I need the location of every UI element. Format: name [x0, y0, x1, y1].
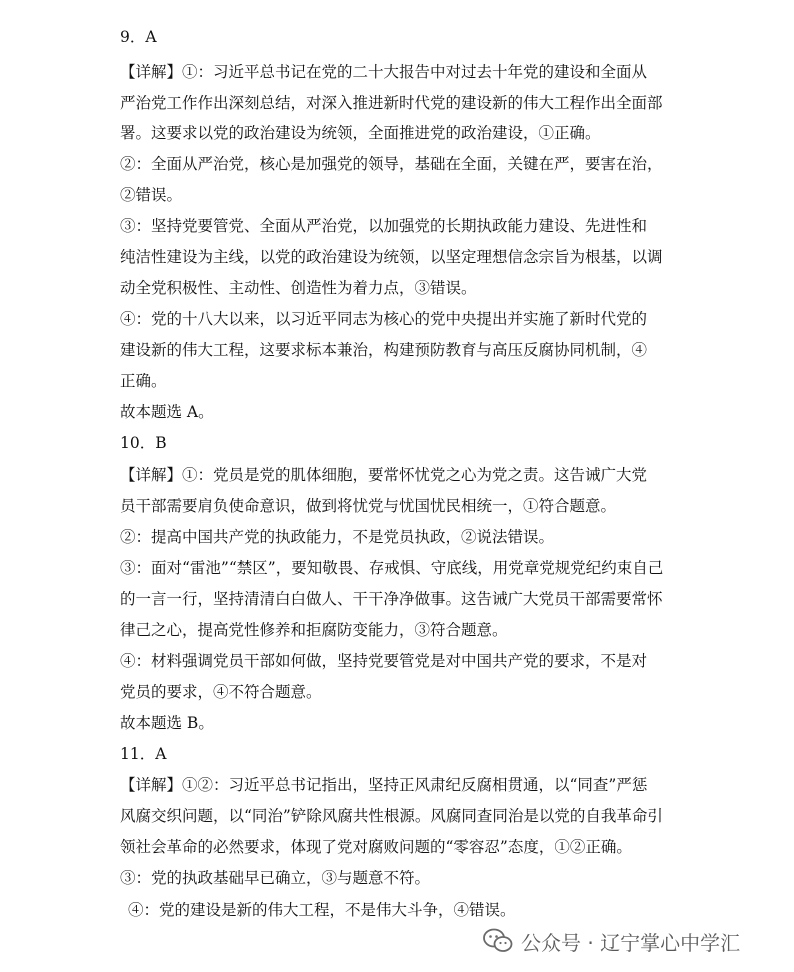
text-line: 律己之心，提高党性修养和拒腐防变能力，③符合题意。 [120, 621, 508, 639]
question-9-answer: 9．A [120, 28, 157, 46]
text-line: ③：党的执政基础早已确立，③与题意不符。 [120, 869, 431, 887]
text-line: ③：面对“雷池”“禁区”，要知敬畏、存戒惧、守底线，用党章党规党纪约束自己 [120, 559, 664, 577]
wechat-icon [483, 928, 513, 954]
question-10-answer: 10．B [120, 434, 167, 452]
conclusion-line: 故本题选 A。 [120, 403, 214, 421]
text-line: 【详解】①②：习近平总书记指出，坚持正风肃纪反腐相贯通，以“同查”严惩 [120, 776, 648, 794]
text-line: 建设新的伟大工程，这要求标本兼治，构建预防教育与高压反腐协同机制，④ [120, 341, 648, 359]
watermark [483, 924, 740, 958]
question-11-answer: 11．A [120, 745, 167, 763]
text-line: 【详解】①：习近平总书记在党的二十大报告中对过去十年党的建设和全面从 [120, 63, 648, 81]
conclusion-line: 故本题选 B。 [120, 714, 214, 732]
text-line: 的一言一行，坚持清清白白做人、干干净净做事。这告诫广大党员干部需要常怀 [120, 590, 663, 608]
text-line: 严治党工作作出深刻总结，对深入推进新时代党的建设新的伟大工程作出全面部 [120, 94, 663, 112]
text-line: 正确。 [120, 372, 167, 390]
text-line: 【详解】①：党员是党的肌体细胞，要常怀忧党之心为党之责。这告诫广大党 [120, 466, 648, 484]
text-line: 署。这要求以党的政治建设为统领，全面推进党的政治建设，①正确。 [120, 124, 601, 142]
watermark-text: 公众号 · 辽宁掌心中学汇 [521, 930, 741, 955]
text-line: ④：党的建设是新的伟大工程，不是伟大斗争，④错误。 [128, 901, 516, 919]
text-line: 纯洁性建设为主线，以党的政治建设为统领，以坚定理想信念宗旨为根基，以调 [120, 248, 663, 266]
text-line: 员干部需要肩负使命意识，做到将忧党与忧国忧民相统一，①符合题意。 [120, 497, 617, 515]
text-line: ②错误。 [120, 186, 183, 204]
text-line: 领社会革命的必然要求，体现了党对腐败问题的“零容忍”态度，①②正确。 [120, 838, 632, 856]
text-line: ④：材料强调党员干部如何做，坚持党要管党是对中国共产党的要求，不是对 [120, 652, 648, 670]
text-line: ②：全面从严治党，核心是加强党的领导，基础在全面，关键在严，要害在治， [120, 155, 663, 173]
text-line: 党员的要求，④不符合题意。 [120, 683, 322, 701]
text-line: ④：党的十八大以来，以习近平同志为核心的党中央提出并实施了新时代党的 [120, 310, 648, 328]
text-line: ③：坚持党要管党、全面从严治党，以加强党的长期执政能力建设、先进性和 [120, 217, 648, 235]
text-line: 动全党积极性、主动性、创造性为着力点，③错误。 [120, 279, 477, 297]
text-line: 风腐交织问题，以“同治”铲除风腐共性根源。风腐同查同治是以党的自我革命引 [120, 807, 663, 825]
text-line: ②：提高中国共产党的执政能力，不是党员执政，②说法错误。 [120, 528, 555, 546]
